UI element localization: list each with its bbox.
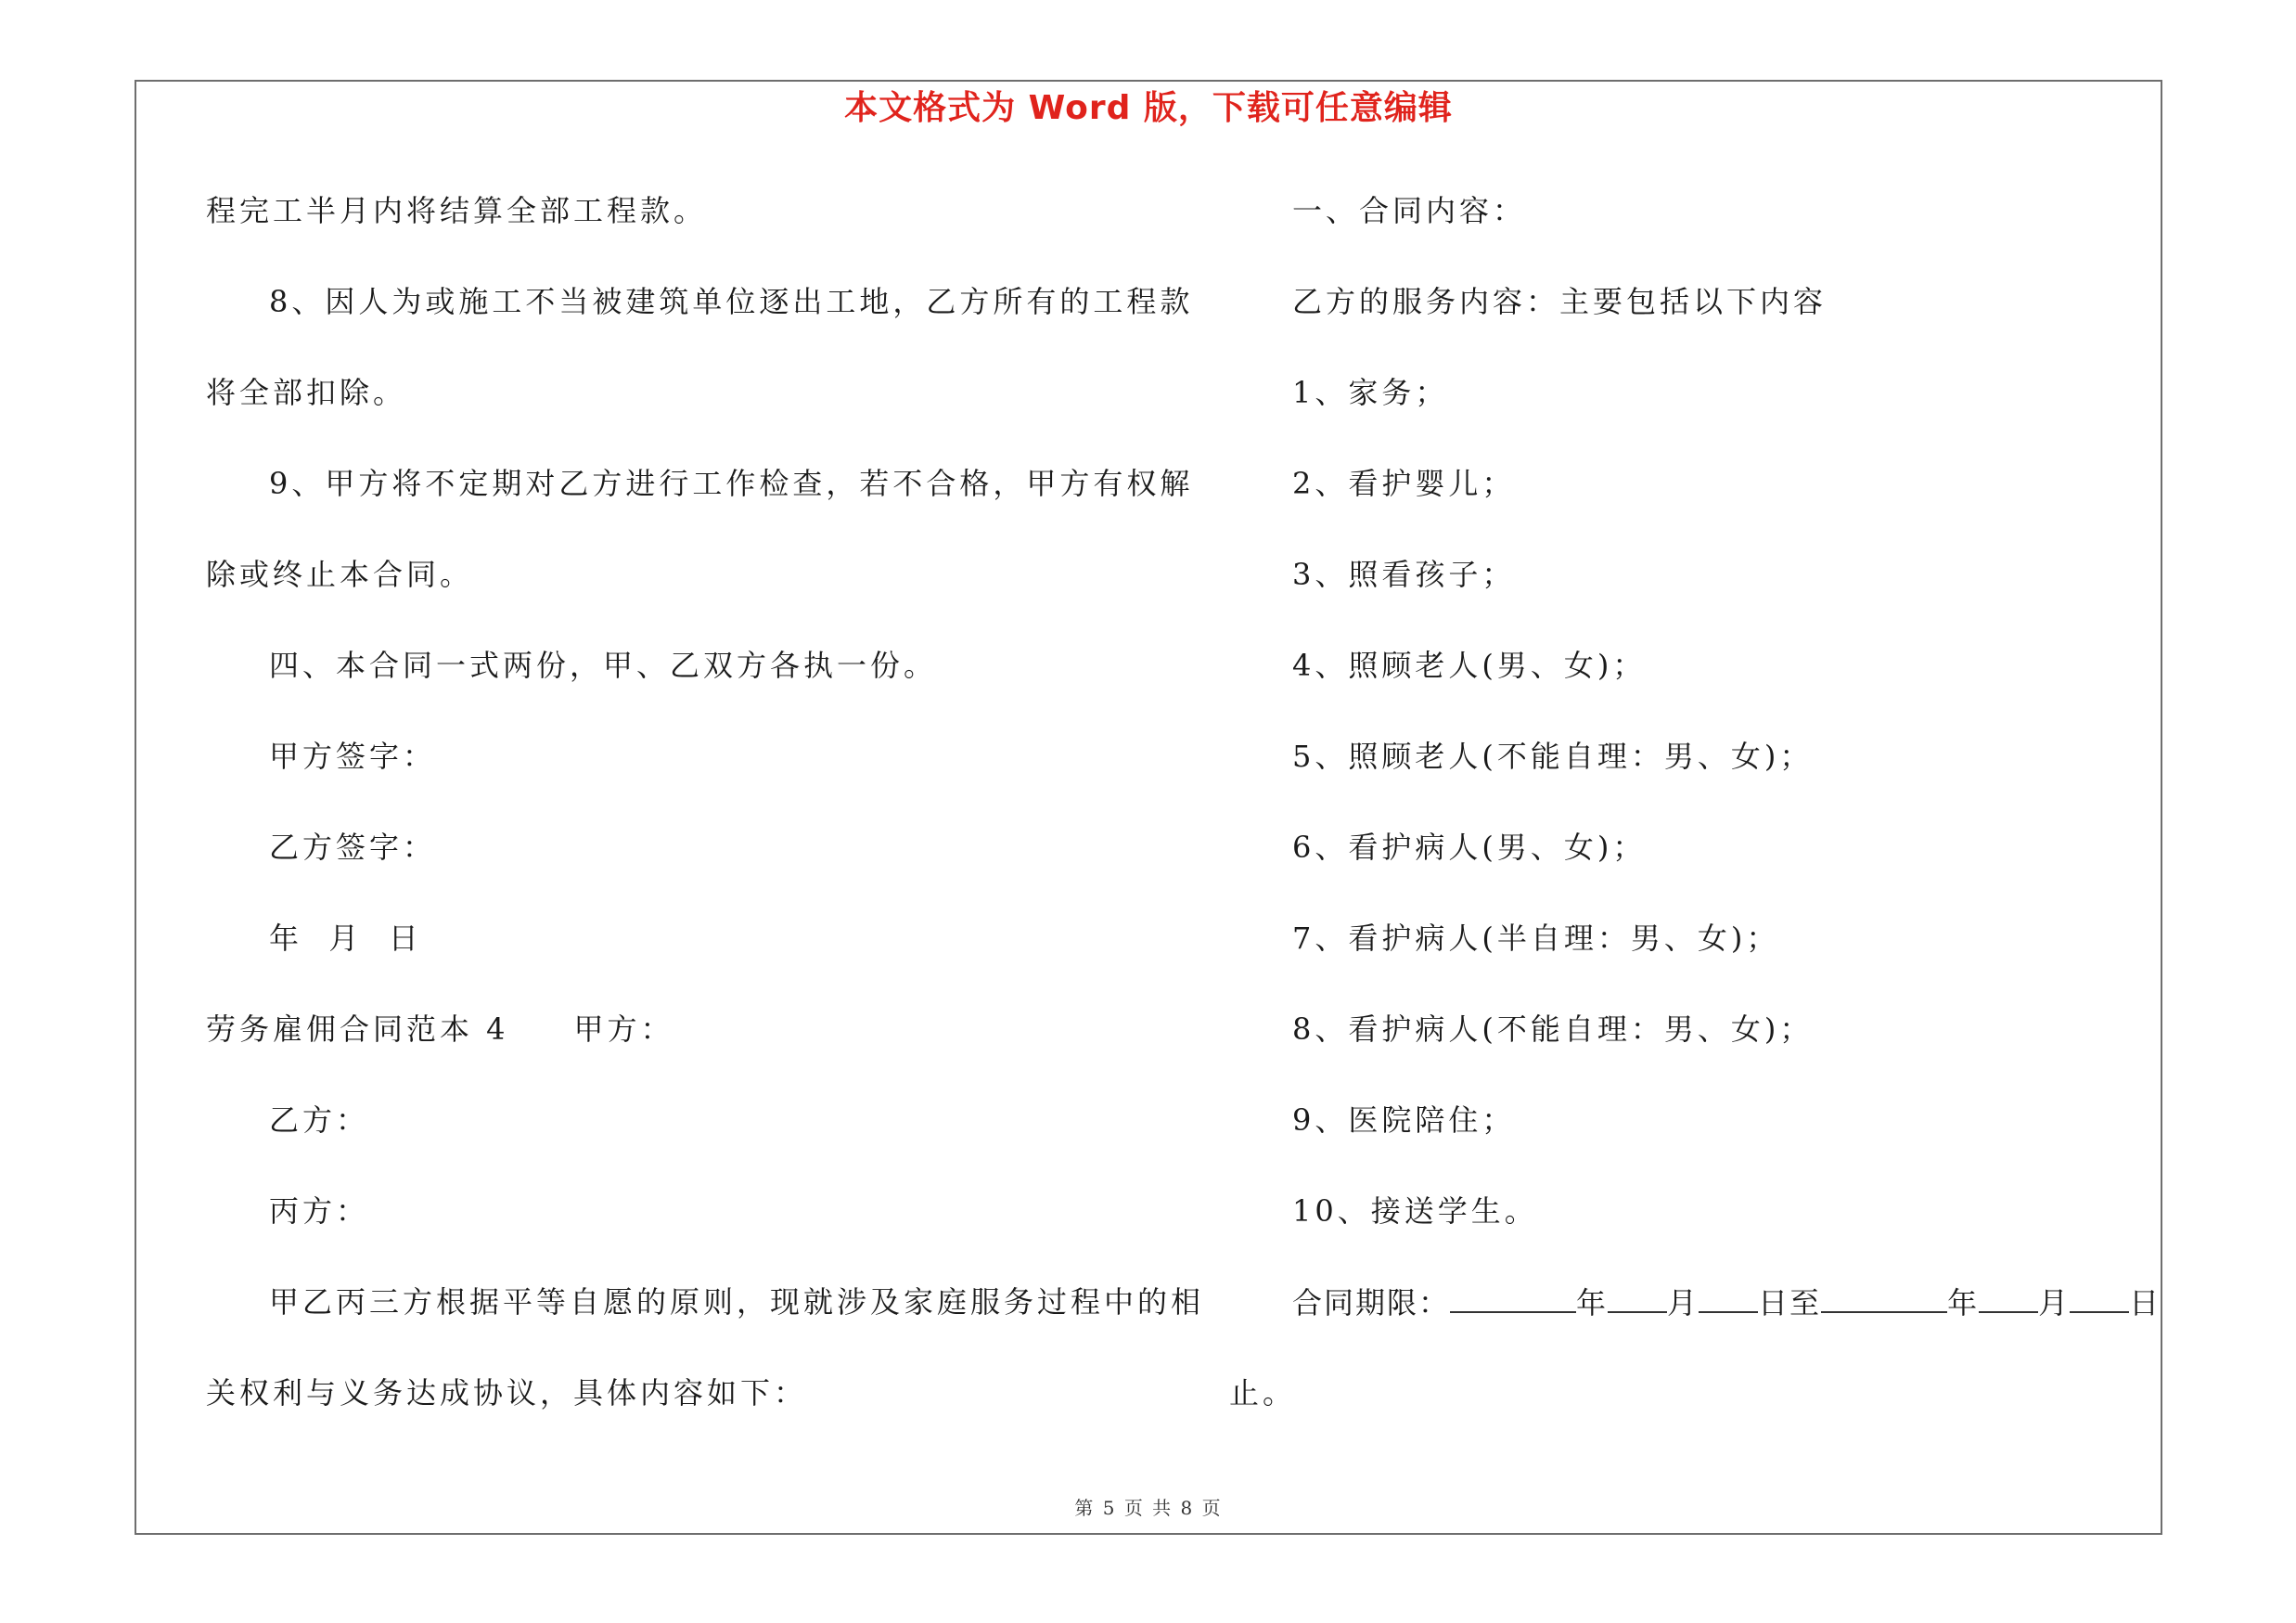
party-b-signature: 乙方签字： bbox=[269, 830, 437, 865]
service-intro: 乙方的服务内容：主要包括以下内容 bbox=[1292, 284, 1828, 319]
contract-title: 劳务雇佣合同范本 4 bbox=[206, 1011, 509, 1047]
contract-term-line bbox=[1292, 1283, 2161, 1321]
clause-9: 9、甲方将不定期对乙方进行工作检查，若不合格，甲方有权解 bbox=[269, 466, 1194, 501]
service-item: 5、照顾老人(不能自理：男、女)； bbox=[1292, 739, 1814, 774]
section-four: 四、本合同一式两份，甲、乙双方各执一份。 bbox=[269, 648, 938, 683]
editable-notice-banner: 本文格式为 Word 版，下载可任意编辑 bbox=[844, 89, 1453, 127]
end-year-blank[interactable] bbox=[1821, 1283, 1947, 1313]
section-one-heading: 一、合同内容： bbox=[1292, 193, 1527, 228]
service-item: 6、看护病人(男、女)； bbox=[1292, 830, 1647, 865]
contract-term-label: 合同期限： bbox=[1292, 1285, 1451, 1320]
service-item: 9、医院陪住； bbox=[1292, 1102, 1516, 1138]
contract-heading-line bbox=[206, 1011, 674, 1048]
date-line: 年 月 日 bbox=[269, 921, 422, 956]
month-label: 月 bbox=[2038, 1285, 2071, 1320]
clause-8: 8、因人为或施工不当被建筑单位逐出工地，乙方所有的工程款 bbox=[269, 284, 1194, 319]
text-line: 程完工半月内将结算全部工程款。 bbox=[206, 193, 708, 228]
end-day-blank[interactable] bbox=[2070, 1283, 2129, 1313]
service-item: 2、看护婴儿； bbox=[1292, 466, 1516, 501]
text-line: 除或终止本合同。 bbox=[206, 557, 474, 592]
month-label: 月 bbox=[1667, 1285, 1700, 1320]
start-month-blank[interactable] bbox=[1608, 1283, 1667, 1313]
day-to-label: 日至 bbox=[1758, 1285, 1822, 1320]
start-year-blank[interactable] bbox=[1450, 1283, 1576, 1313]
party-c-label: 丙方： bbox=[269, 1193, 370, 1229]
preamble-paragraph: 甲乙丙三方根据平等自愿的原则，现就涉及家庭服务过程中的相 bbox=[269, 1284, 1205, 1320]
year-label: 年 bbox=[1576, 1285, 1609, 1320]
party-a-signature: 甲方签字： bbox=[269, 739, 437, 774]
service-item: 4、照顾老人(男、女)； bbox=[1292, 648, 1647, 683]
end-month-blank[interactable] bbox=[1979, 1283, 2038, 1313]
page-number-footer: 第 5 页 共 8 页 bbox=[1074, 1497, 1223, 1519]
text-line: 止。 bbox=[1229, 1375, 1297, 1410]
service-item: 3、照看孩子； bbox=[1292, 557, 1516, 592]
text-line: 将全部扣除。 bbox=[206, 375, 407, 410]
day-label: 日 bbox=[2129, 1285, 2161, 1320]
party-b-label: 乙方： bbox=[269, 1102, 370, 1138]
service-item: 7、看护病人(半自理：男、女)； bbox=[1292, 921, 1780, 956]
year-label: 年 bbox=[1947, 1285, 1980, 1320]
service-item: 1、家务； bbox=[1292, 375, 1449, 410]
start-day-blank[interactable] bbox=[1699, 1283, 1758, 1313]
service-item: 10、接送学生。 bbox=[1292, 1193, 1538, 1229]
text-line: 关权利与义务达成协议，具体内容如下： bbox=[206, 1375, 808, 1410]
service-item: 8、看护病人(不能自理：男、女)； bbox=[1292, 1011, 1814, 1047]
party-a-label: 甲方： bbox=[573, 1011, 674, 1047]
